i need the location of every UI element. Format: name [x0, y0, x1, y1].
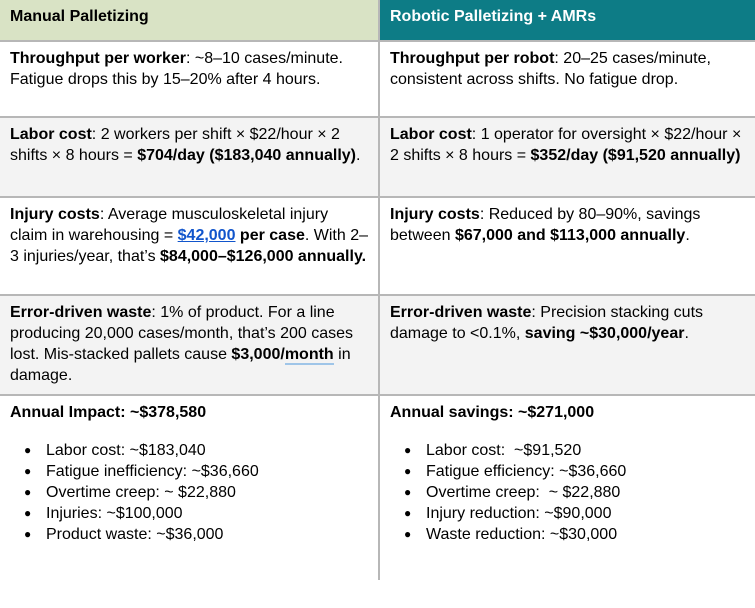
cell-bold-underlined: month [284, 346, 334, 363]
cell-label: Throughput per worker [10, 50, 186, 67]
cell-text: : 2 workers per shift × $22/hour × 2 shifts × 8 hours = [10, 126, 340, 164]
cell-bold: saving ~$30,000/year [524, 325, 685, 342]
cell-label: Injury costs [10, 206, 100, 223]
cell-label: Labor cost [10, 126, 92, 143]
cell-manual-throughput [0, 41, 379, 117]
cell-text: : ~8–10 cases/minute. Fatigue drops this by 15–20% after 4 hours. [10, 50, 343, 88]
cell-text: : 1% of product. For a line producing 20,000 cases/month, that’s 200 cases lost. Mis-stacked pallets cause [10, 304, 354, 363]
cell-end: . [685, 227, 690, 244]
cell-text-2: . With 2–3 injuries/year, that’s [10, 227, 369, 265]
cell-text: : 20–25 cases/minute, consistent across shifts. No fatigue drop. [390, 50, 711, 88]
table-row [0, 117, 755, 197]
list-item: ● Product waste: ~$36,000 [46, 524, 368, 545]
cell-text: : Precision stacking cuts damage to <0.1%, [390, 304, 704, 342]
list-item: ● Labor cost: ~$183,040 [46, 440, 368, 461]
cell-bold: $3,000/ [231, 346, 285, 363]
cell-label: Error-driven waste [390, 304, 532, 321]
table-row [0, 295, 755, 395]
list-item: ● Overtime creep: ~ $22,880 [426, 482, 745, 503]
table-row [0, 197, 755, 295]
list-item: ● Labor cost: ~$91,520 [426, 440, 745, 461]
list-item: ● Injury reduction: ~$90,000 [426, 503, 745, 524]
cell-bold-2: $84,000–$126,000 annually. [160, 248, 367, 265]
impact-list [10, 440, 368, 545]
savings-list [390, 440, 745, 545]
header-robotic: Robotic Palletizing + AMRs [379, 0, 755, 41]
cell-end: . [355, 147, 361, 164]
cell-label: Throughput per robot [390, 50, 555, 67]
cell-bold: $704/day ($183,040 annually) [137, 147, 356, 164]
table-row [0, 41, 755, 117]
cell-manual-waste [0, 295, 379, 395]
cell-bold: per case [235, 227, 305, 244]
cell-text: : Reduced by 80–90%, savings between [390, 206, 701, 244]
cell-robotic-injury [379, 197, 755, 295]
list-item: ● Injuries: ~$100,000 [46, 503, 368, 524]
cell-manual-impact [0, 395, 379, 580]
cell-end: . [684, 325, 689, 342]
header-manual: Manual Palletizing [0, 0, 379, 41]
header-row [0, 0, 755, 41]
cell-manual-labor [0, 117, 379, 197]
table-row [0, 395, 755, 580]
cell-text: : Average musculoskeletal injury claim in warehousing = [10, 206, 329, 244]
list-item: ● Waste reduction: ~$30,000 [426, 524, 745, 545]
cell-robotic-waste [379, 295, 755, 395]
impact-title: Annual Impact: ~$378,580 [10, 404, 207, 421]
cell-bold: $352/day ($91,520 annually) [530, 147, 741, 164]
injury-claim-link[interactable]: $42,000 [177, 227, 236, 244]
cell-robotic-throughput [379, 41, 755, 117]
cell-label: Injury costs [390, 206, 480, 223]
list-item: ● Overtime creep: ~ $22,880 [46, 482, 368, 503]
cell-label: Labor cost [390, 126, 472, 143]
cell-bold: $67,000 and $113,000 annually [454, 227, 686, 244]
list-item: ● Fatigue inefficiency: ~$36,660 [46, 461, 368, 482]
cell-label: Error-driven waste [10, 304, 152, 321]
cell-end: in damage. [10, 346, 351, 384]
cell-manual-injury [0, 197, 379, 295]
list-item: ● Fatigue efficiency: ~$36,660 [426, 461, 745, 482]
impact-title: Annual savings: ~$271,000 [390, 404, 595, 421]
cell-text: : 1 operator for oversight × $22/hour × 2 shifts × 8 hours = [390, 126, 742, 164]
cell-robotic-labor [379, 117, 755, 197]
cell-robotic-impact [379, 395, 755, 580]
